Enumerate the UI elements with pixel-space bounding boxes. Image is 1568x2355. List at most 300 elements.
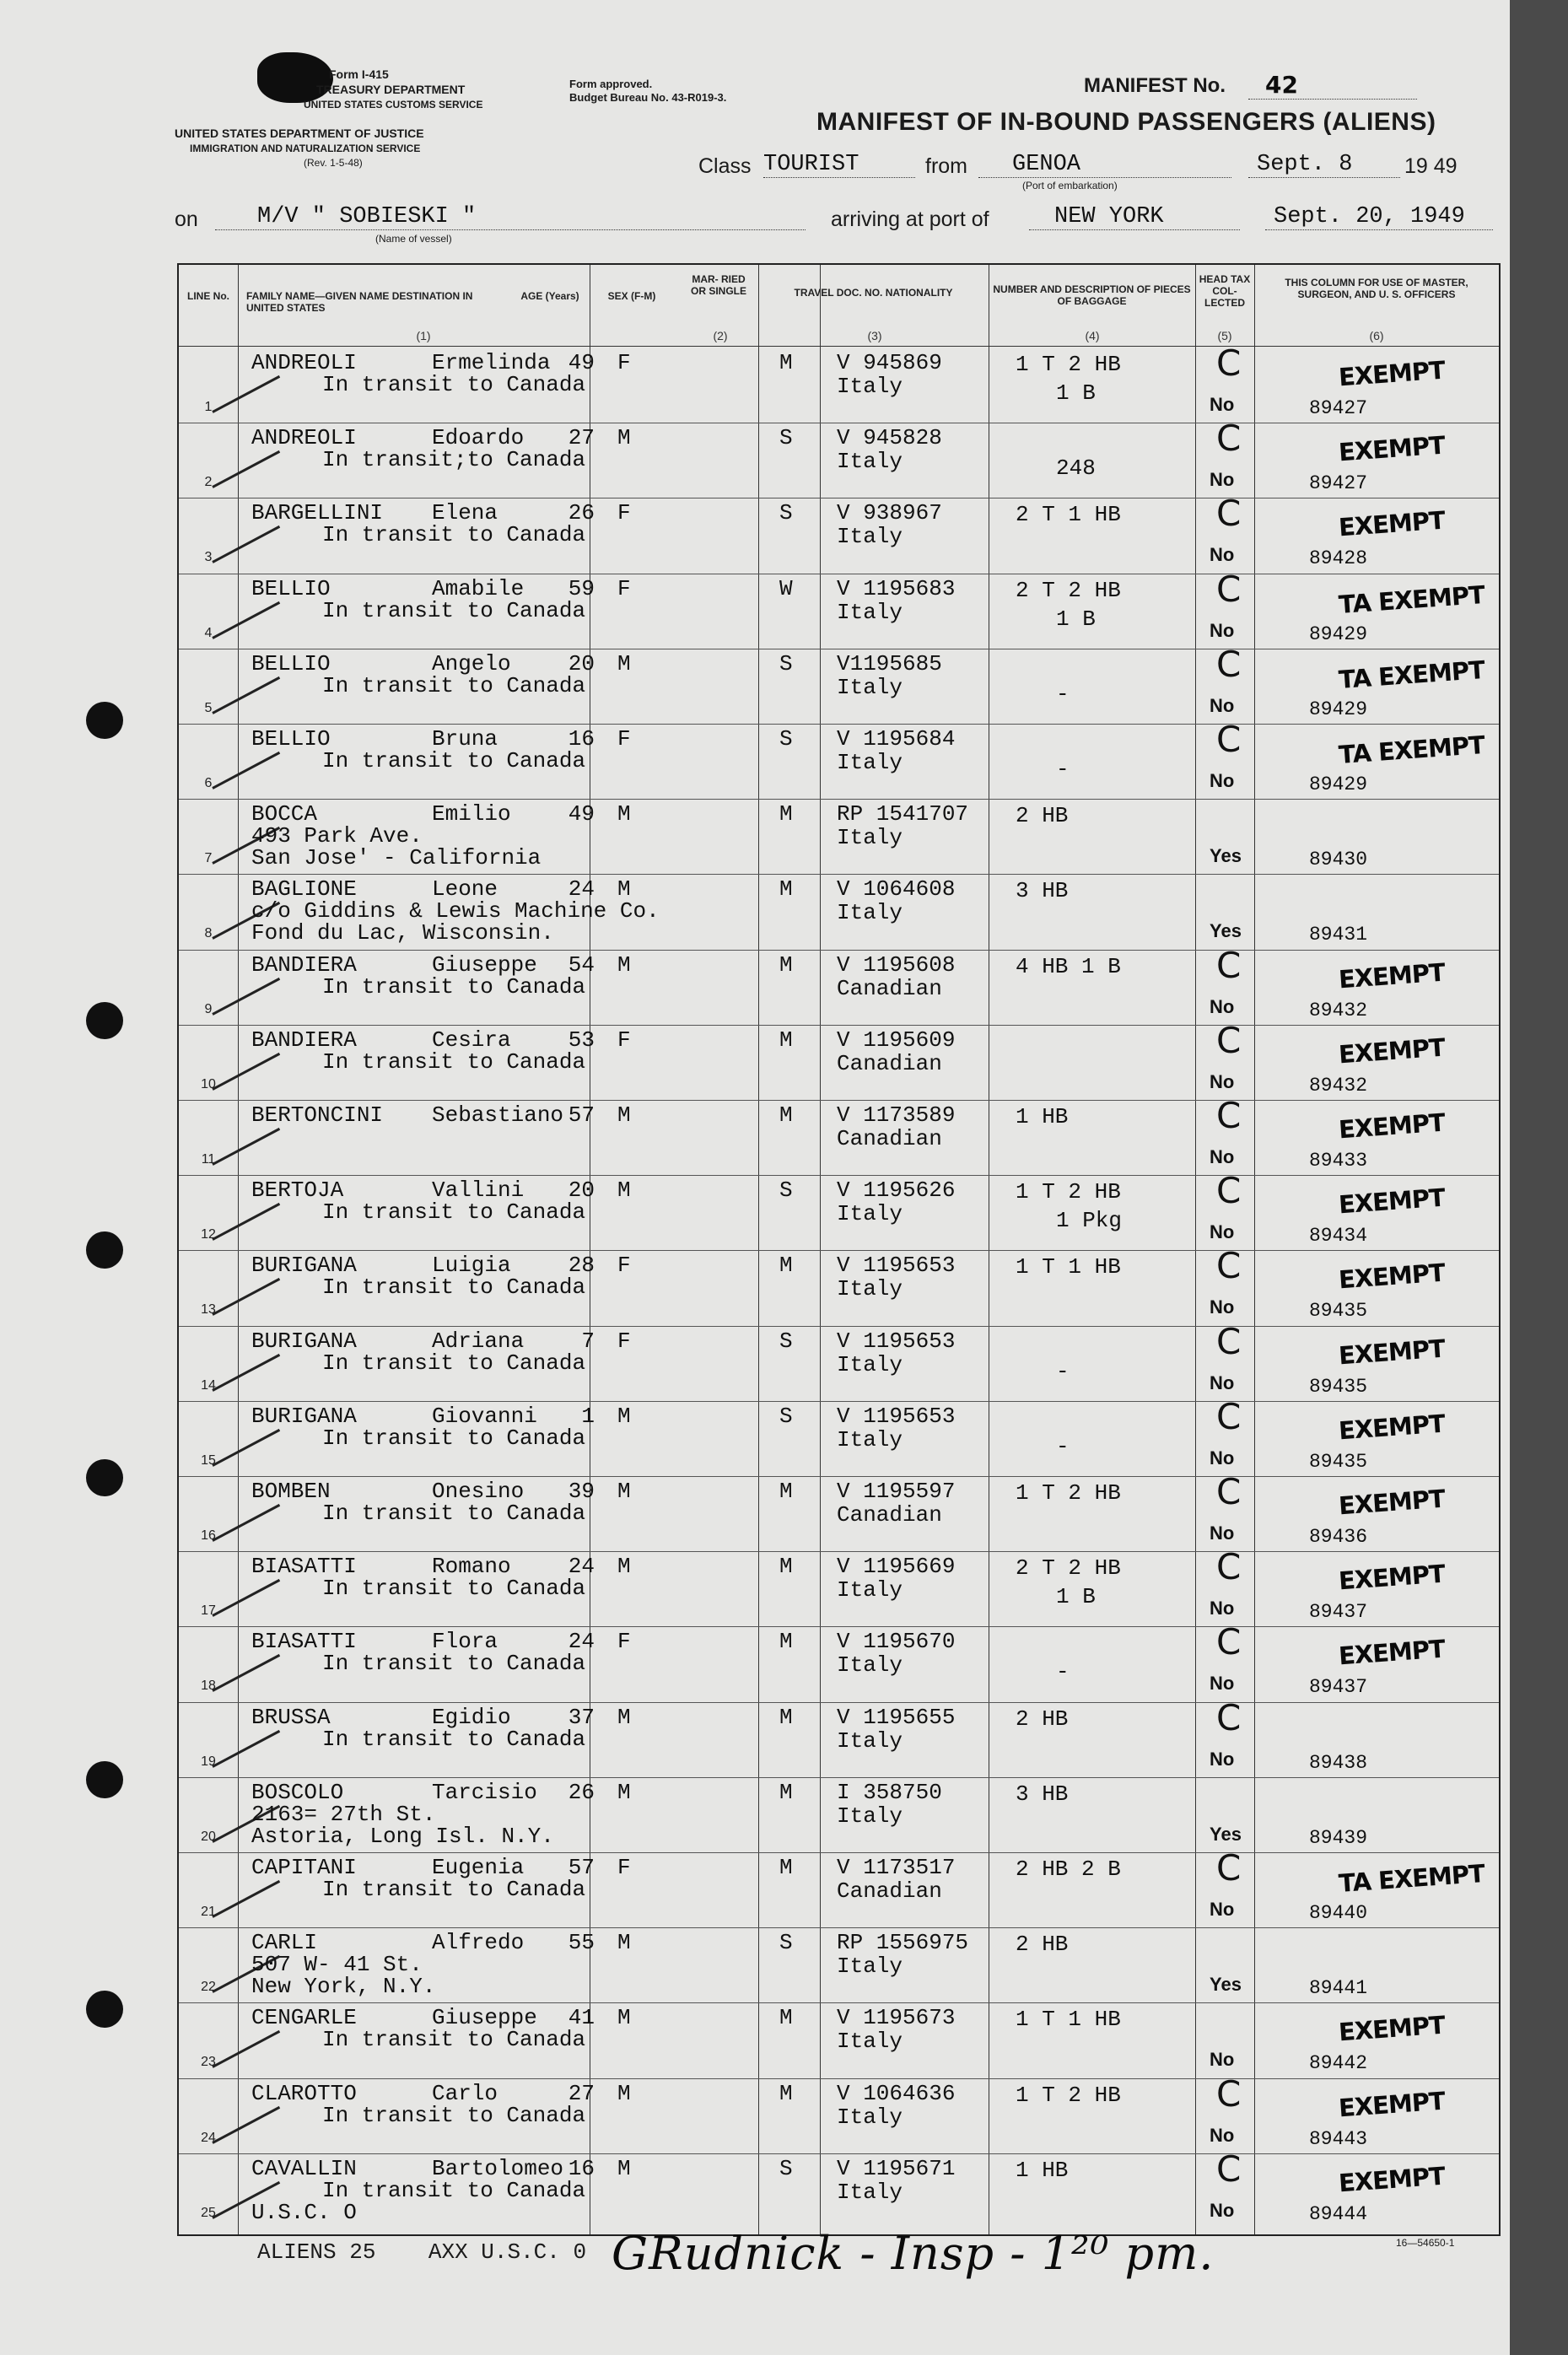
- nationality: Italy: [837, 1426, 903, 1452]
- check-tick: [212, 525, 280, 563]
- given-name: Romano: [432, 1554, 511, 1580]
- exempt-stamp: EXEMPT: [1337, 506, 1446, 542]
- age: 24: [568, 1554, 595, 1580]
- exempt-stamp: TA EXEMPT: [1338, 579, 1485, 619]
- destination-line: In transit;to Canada: [322, 447, 586, 473]
- table-row: [179, 2002, 1499, 2077]
- ins-line: IMMIGRATION AND NATURALIZATION SERVICE: [190, 143, 421, 154]
- exempt-stamp: EXEMPT: [1337, 2161, 1446, 2198]
- destination-line: In transit to Canada: [322, 1726, 586, 1752]
- headtax-mark: C: [1216, 1471, 1242, 1512]
- destination-line: In transit to Canada: [322, 973, 586, 1000]
- family-name: BAGLIONE: [251, 876, 357, 903]
- table-row: [179, 1621, 1499, 1701]
- sex: M: [617, 1930, 631, 1956]
- manifest-title: MANIFEST OF IN-BOUND PASSENGERS (ALIENS): [816, 108, 1436, 136]
- headtax-collected: No: [1210, 1221, 1235, 1243]
- travel-doc: RP 1556975: [837, 1930, 969, 1956]
- sex: M: [617, 1479, 631, 1504]
- check-tick: [212, 375, 280, 413]
- family-name: BRUSSA: [251, 1704, 331, 1730]
- headtax-collected: No: [1210, 1748, 1235, 1770]
- age: 24: [568, 876, 595, 903]
- check-tick: [212, 1354, 280, 1392]
- sex: M: [617, 425, 631, 451]
- headtax-mark: C: [1216, 1019, 1242, 1061]
- sex: M: [617, 1704, 631, 1730]
- headtax-collected: No: [1210, 1372, 1235, 1393]
- baggage-extra: -: [1056, 1358, 1070, 1384]
- nationality: Italy: [837, 750, 903, 775]
- sex: M: [617, 1554, 631, 1580]
- travel-doc: V1195685: [837, 650, 942, 676]
- sex: F: [617, 1855, 631, 1880]
- table-row: [179, 1095, 1499, 1175]
- punch-hole: [86, 702, 123, 739]
- check-tick: [212, 450, 280, 488]
- baggage-extra: 248: [1056, 455, 1096, 482]
- age: 24: [568, 1629, 595, 1655]
- given-name: Elena: [432, 500, 498, 526]
- family-name: BARGELLINI: [251, 500, 384, 526]
- age: 27: [568, 425, 595, 451]
- age: 7: [581, 1328, 595, 1354]
- aliens-count: [257, 2239, 586, 2265]
- marital-status: M: [779, 801, 793, 827]
- headtax-mark: C: [1216, 2072, 1242, 2115]
- headtax-mark: C: [1216, 568, 1242, 610]
- nationality: Italy: [837, 449, 903, 475]
- col-line-header: LINE No.: [187, 290, 229, 302]
- nationality: Italy: [837, 1727, 903, 1754]
- travel-doc: V 1064636: [837, 2080, 956, 2106]
- table-row: [179, 944, 1499, 1025]
- given-name: Alfredo: [432, 1930, 525, 1956]
- sex: F: [617, 1027, 631, 1053]
- baggage-extra: -: [1056, 681, 1070, 707]
- family-name: BANDIERA: [251, 1027, 357, 1053]
- officer-code: 89436: [1309, 1526, 1368, 1548]
- sex: M: [617, 1403, 631, 1429]
- line-number: 12: [201, 1227, 216, 1242]
- line-number: 2: [204, 475, 213, 490]
- age: 39: [568, 1479, 595, 1504]
- col-name-header: FAMILY NAME—GIVEN NAME DESTINATION IN UNITED STATES: [246, 290, 473, 314]
- table-row: [179, 2148, 1499, 2228]
- baggage-extra: 1 B: [1056, 606, 1096, 632]
- travel-doc: V 938967: [837, 500, 942, 526]
- family-name: BURIGANA: [251, 1253, 357, 1279]
- col-officers-header: THIS COLUMN FOR USE OF MASTER, SURGEON, AND U. S. OFFICERS: [1285, 277, 1468, 300]
- line-number: 19: [201, 1754, 216, 1769]
- headtax-collected: No: [1210, 1522, 1235, 1544]
- baggage: 1 T 1 HB: [1016, 2007, 1121, 2033]
- headtax-collected: No: [1210, 995, 1235, 1017]
- marital-status: M: [779, 1855, 793, 1880]
- age: 41: [568, 2005, 595, 2031]
- officer-code: 89435: [1309, 1300, 1368, 1323]
- nationality: Italy: [837, 1652, 903, 1679]
- sex: M: [617, 1102, 631, 1128]
- class-label: Class: [698, 154, 752, 178]
- nationality: Canadian: [837, 1050, 942, 1076]
- destination-line: Fond du Lac, Wisconsin.: [251, 920, 554, 946]
- exempt-stamp: EXEMPT: [1337, 1334, 1446, 1370]
- from-label: from: [925, 154, 967, 178]
- given-name: Luigia: [432, 1253, 511, 1279]
- destination-line: In transit to Canada: [322, 1425, 586, 1451]
- family-name: CARLI: [251, 1930, 318, 1956]
- destination-line: In transit to Canada: [322, 2027, 586, 2053]
- marital-status: M: [779, 1629, 793, 1655]
- col-num: (2): [713, 329, 728, 342]
- age: 37: [568, 1704, 595, 1730]
- check-tick: [212, 1730, 280, 1768]
- officer-code: 89437: [1309, 1601, 1368, 1624]
- headtax-mark: C: [1216, 1621, 1242, 1663]
- given-name: Vallini: [432, 1178, 525, 1204]
- age: 55: [568, 1930, 595, 1956]
- check-tick: [212, 1203, 280, 1241]
- sex: M: [617, 2005, 631, 2031]
- table-row: [179, 1170, 1499, 1250]
- headtax-mark: C: [1216, 493, 1242, 535]
- check-tick: [212, 1429, 280, 1467]
- family-name: ANDREOLI: [251, 350, 357, 375]
- officer-code: 89442: [1309, 2052, 1368, 2075]
- nationality: Italy: [837, 374, 903, 399]
- sex: F: [617, 500, 631, 526]
- age: 27: [568, 2080, 595, 2106]
- check-tick: [212, 752, 280, 789]
- baggage-extra: -: [1056, 1433, 1070, 1459]
- punch-hole: [86, 1002, 123, 1039]
- line-number: 13: [201, 1302, 216, 1318]
- table-row: [179, 1847, 1499, 1927]
- family-name: CLAROTTO: [251, 2080, 357, 2106]
- headtax-collected: No: [1210, 1673, 1235, 1695]
- family-name: BELLIO: [251, 575, 331, 601]
- officer-code: 89443: [1309, 2127, 1368, 2150]
- marital-status: M: [779, 1704, 793, 1730]
- officer-code: 89435: [1309, 1375, 1368, 1398]
- destination-line: In transit to Canada: [322, 1199, 586, 1226]
- officer-code: 89427: [1309, 472, 1368, 495]
- destination-line: In transit to Canada: [322, 1350, 586, 1376]
- marital-status: M: [779, 2080, 793, 2106]
- travel-doc: V 945828: [837, 425, 942, 451]
- age: 20: [568, 1178, 595, 1204]
- col-num: (4): [1085, 329, 1100, 342]
- headtax-collected: No: [1210, 1598, 1235, 1619]
- budget-number: Budget Bureau No. 43-R019-3.: [569, 91, 727, 104]
- destination-line: Astoria, Long Isl. N.Y.: [251, 1823, 554, 1849]
- given-name: Tarcisio: [432, 1779, 537, 1805]
- given-name: Onesino: [432, 1479, 525, 1504]
- table-row: [179, 1927, 1499, 2002]
- age: 26: [568, 1779, 595, 1805]
- nationality: Italy: [837, 599, 903, 625]
- marital-status: S: [779, 500, 793, 526]
- headtax-mark: C: [1216, 1170, 1242, 1212]
- line-number: 22: [201, 1980, 216, 1995]
- family-name: BERTONCINI: [251, 1102, 384, 1128]
- sex: F: [617, 1253, 631, 1279]
- embarkation-date: Sept. 8: [1248, 152, 1400, 178]
- marital-status: S: [779, 1328, 793, 1354]
- line-number: 25: [201, 2205, 216, 2220]
- table-row: [179, 418, 1499, 498]
- headtax-mark: C: [1216, 1395, 1242, 1437]
- table-row: [179, 1777, 1499, 1852]
- officer-code: 89429: [1309, 622, 1368, 645]
- baggage: 1 T 2 HB: [1016, 1480, 1121, 1506]
- family-name: CENGARLE: [251, 2005, 357, 2031]
- sex: M: [617, 650, 631, 676]
- headtax-mark: C: [1216, 342, 1242, 384]
- sex: M: [617, 1178, 631, 1204]
- exempt-stamp: EXEMPT: [1337, 1032, 1446, 1070]
- line-number: 3: [204, 550, 213, 565]
- family-name: ANDREOLI: [251, 425, 357, 451]
- baggage: 3 HB: [1016, 878, 1069, 904]
- class-value: TOURIST: [763, 152, 915, 178]
- given-name: Adriana: [432, 1328, 525, 1354]
- col-married-header: MAR- RIED OR SINGLE: [690, 273, 746, 297]
- check-tick: [212, 676, 280, 714]
- nationality: Italy: [837, 1276, 903, 1302]
- col-baggage-header: NUMBER AND DESCRIPTION OF PIECES OF BAGGAGE: [993, 283, 1191, 307]
- embarkation-port: GENOA: [978, 152, 1231, 178]
- travel-doc: V 1173517: [837, 1855, 956, 1880]
- baggage: 2 HB: [1016, 1932, 1069, 1958]
- marital-status: W: [779, 575, 793, 601]
- headtax-mark: C: [1216, 1696, 1242, 1738]
- headtax-mark: C: [1216, 1546, 1242, 1588]
- age: 28: [568, 1253, 595, 1279]
- headtax-mark: C: [1216, 1847, 1242, 1889]
- marital-status: S: [779, 1930, 793, 1956]
- headtax-mark: C: [1216, 944, 1242, 986]
- col-age-header: AGE (Years): [520, 290, 579, 302]
- baggage-extra: 1 B: [1056, 1584, 1096, 1610]
- given-name: Giuseppe: [432, 2005, 537, 2031]
- revision-line: (Rev. 1-5-48): [304, 157, 363, 169]
- inspector-signature: GRudnick - Insp - 1²⁰ pm.: [612, 2227, 1215, 2280]
- nationality: Italy: [837, 1201, 903, 1227]
- marital-status: M: [779, 1479, 793, 1504]
- check-tick: [212, 2030, 280, 2068]
- headtax-collected: No: [1210, 1070, 1235, 1092]
- exempt-stamp: EXEMPT: [1337, 1559, 1446, 1596]
- nationality: Italy: [837, 1577, 903, 1603]
- destination-line: In transit to Canada: [322, 672, 586, 698]
- officer-code: 89437: [1309, 1676, 1368, 1699]
- age: 1: [581, 1403, 595, 1429]
- officer-code: 89429: [1309, 773, 1368, 795]
- marital-status: M: [779, 1102, 793, 1128]
- baggage-extra: 1 B: [1056, 380, 1096, 406]
- table-row: [179, 1696, 1499, 1777]
- officer-code: 89431: [1309, 924, 1368, 946]
- baggage: 3 HB: [1016, 1781, 1069, 1807]
- vessel-note: (Name of vessel): [375, 233, 452, 245]
- destination-line: U.S.C. O: [251, 2199, 357, 2225]
- family-name: BURIGANA: [251, 1403, 357, 1429]
- line-number: 7: [204, 851, 213, 866]
- family-name: CAVALLIN: [251, 2155, 357, 2181]
- headtax-mark: C: [1216, 1095, 1242, 1136]
- line-number: 18: [201, 1679, 216, 1694]
- arriving-label: arriving at port of: [831, 207, 989, 231]
- exempt-stamp: EXEMPT: [1337, 1409, 1446, 1446]
- family-name: BOSCOLO: [251, 1779, 344, 1805]
- officer-code: 89440: [1309, 1902, 1368, 1924]
- baggage: 1 T 2 HB: [1016, 352, 1121, 377]
- nationality: Italy: [837, 825, 903, 851]
- baggage: 4 HB 1 B: [1016, 953, 1121, 979]
- destination-line: 507 W- 41 St.: [251, 1952, 423, 1978]
- officer-code: 89434: [1309, 1225, 1368, 1248]
- age: 26: [568, 500, 595, 526]
- nationality: Canadian: [837, 975, 942, 1001]
- table-row: [179, 342, 1499, 423]
- punch-hole: [86, 1459, 123, 1496]
- travel-doc: V 1195653: [837, 1253, 956, 1279]
- nationality: Italy: [837, 1351, 903, 1377]
- punch-hole: [86, 1231, 123, 1269]
- check-tick: [212, 978, 280, 1016]
- travel-doc: V 1173589: [837, 1102, 956, 1128]
- form-approved: Form approved.: [569, 78, 653, 90]
- exempt-stamp: EXEMPT: [1337, 1635, 1446, 1671]
- passenger-table: [177, 263, 1501, 2236]
- family-name: BELLIO: [251, 726, 331, 752]
- headtax-collected: No: [1210, 2199, 1235, 2221]
- travel-doc: V 1064608: [837, 876, 956, 903]
- age: 57: [568, 1102, 595, 1128]
- line-number: 16: [201, 1528, 216, 1543]
- doj-line: UNITED STATES DEPARTMENT OF JUSTICE: [175, 127, 424, 140]
- given-name: Angelo: [432, 650, 511, 676]
- exempt-stamp: EXEMPT: [1337, 1484, 1446, 1521]
- col-num: (6): [1369, 329, 1384, 342]
- headtax-mark: C: [1216, 1245, 1242, 1287]
- baggage-extra: 1 Pkg: [1056, 1208, 1123, 1234]
- col-num: (1): [416, 329, 431, 342]
- travel-doc: I 358750: [837, 1779, 942, 1805]
- customs-line: UNITED STATES CUSTOMS SERVICE: [304, 99, 483, 110]
- col-travel-header: TRAVEL DOC. NO. NATIONALITY: [794, 287, 953, 299]
- table-row: [179, 1245, 1499, 1325]
- baggage: 2 HB: [1016, 803, 1069, 829]
- line-number: 20: [201, 1829, 216, 1844]
- headtax-collected: Yes: [1210, 1823, 1242, 1845]
- check-tick: [212, 1654, 280, 1692]
- exempt-stamp: EXEMPT: [1337, 1258, 1446, 1295]
- destination-line: 493 Park Ave.: [251, 823, 423, 849]
- nationality: Canadian: [837, 1502, 942, 1528]
- sex: M: [617, 876, 631, 903]
- line-number: 17: [201, 1603, 216, 1619]
- headtax-collected: Yes: [1210, 1974, 1242, 1996]
- marital-status: M: [779, 350, 793, 375]
- marital-status: S: [779, 726, 793, 752]
- line-number: 1: [204, 400, 213, 414]
- nationality: Italy: [837, 524, 903, 550]
- baggage: 1 T 2 HB: [1016, 1179, 1121, 1205]
- sex: M: [617, 1779, 631, 1805]
- destination-line: In transit to Canada: [322, 2177, 586, 2203]
- table-row: [179, 1019, 1499, 1100]
- line-number: 15: [201, 1452, 216, 1468]
- officer-code: 89439: [1309, 1826, 1368, 1849]
- family-name: BANDIERA: [251, 951, 357, 978]
- travel-doc: V 1195669: [837, 1554, 956, 1580]
- baggage: 1 HB: [1016, 2157, 1069, 2183]
- travel-doc: V 1195673: [837, 2005, 956, 2031]
- destination-line: In transit to Canada: [322, 597, 586, 623]
- line-number: 10: [201, 1076, 216, 1091]
- age: 20: [568, 650, 595, 676]
- headtax-mark: C: [1216, 1320, 1242, 1362]
- officer-code: 89430: [1309, 849, 1368, 871]
- officer-code: 89438: [1309, 1751, 1368, 1774]
- line-number: 21: [201, 1905, 216, 1919]
- table-row: [179, 1546, 1499, 1626]
- travel-doc: V 1195626: [837, 1178, 956, 1204]
- exempt-stamp: EXEMPT: [1337, 355, 1446, 392]
- given-name: Eugenia: [432, 1855, 525, 1880]
- given-name: Edoardo: [432, 425, 525, 451]
- baggage: 2 T 2 HB: [1016, 577, 1121, 603]
- destination-line: 2163= 27th St.: [251, 1801, 436, 1827]
- destination-line: In transit to Canada: [322, 1275, 586, 1301]
- officer-code: 89429: [1309, 698, 1368, 720]
- arrival-date: Sept. 20, 1949: [1265, 204, 1493, 230]
- sex: F: [617, 575, 631, 601]
- destination-line: New York, N.Y.: [251, 1974, 436, 2000]
- table-row: [179, 643, 1499, 724]
- table-row: [179, 799, 1499, 874]
- travel-doc: V 1195653: [837, 1328, 956, 1354]
- baggage: 2 T 1 HB: [1016, 502, 1121, 528]
- destination-line: San Jose' - California: [251, 845, 542, 871]
- exempt-stamp: TA EXEMPT: [1338, 1859, 1485, 1898]
- baggage: 2 HB: [1016, 1706, 1069, 1732]
- punch-hole: [86, 1991, 123, 2028]
- given-name: Carlo: [432, 2080, 498, 2106]
- given-name: Emilio: [432, 801, 511, 827]
- headtax-collected: No: [1210, 1447, 1235, 1469]
- sex: F: [617, 726, 631, 752]
- destination-line: In transit to Canada: [322, 1877, 586, 1902]
- family-name: CAPITANI: [251, 1855, 357, 1880]
- officer-code: 89432: [1309, 1074, 1368, 1097]
- table-row: [179, 1471, 1499, 1551]
- headtax-mark: C: [1216, 643, 1242, 685]
- baggage: 2 HB 2 B: [1016, 1857, 1121, 1882]
- baggage-extra: -: [1056, 1659, 1070, 1685]
- arrival-port: NEW YORK: [1029, 204, 1240, 230]
- family-name: BELLIO: [251, 650, 331, 676]
- exempt-stamp: TA EXEMPT: [1338, 730, 1485, 769]
- age: 53: [568, 1027, 595, 1053]
- officer-code: 89428: [1309, 547, 1368, 570]
- exempt-stamp: EXEMPT: [1337, 1183, 1446, 1220]
- travel-doc: V 1195597: [837, 1479, 956, 1504]
- sex: M: [617, 2155, 631, 2181]
